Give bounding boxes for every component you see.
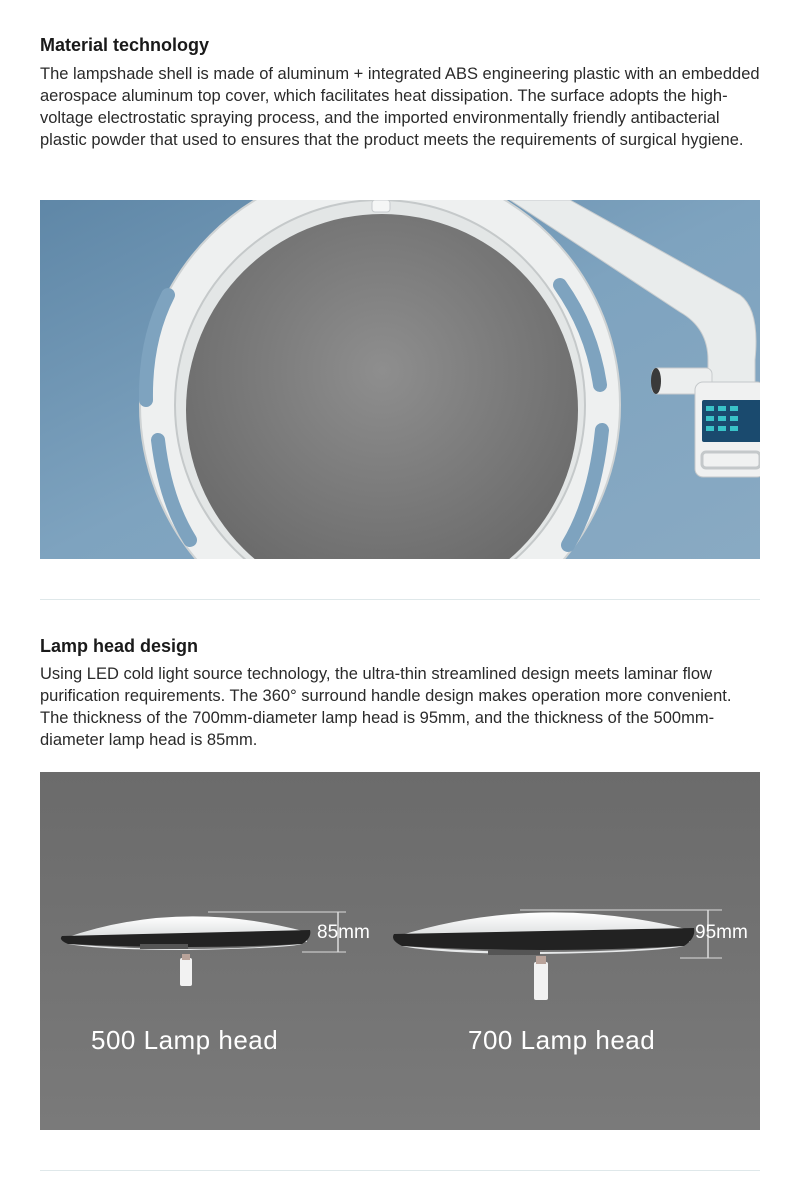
lamp-head-title: Lamp head design [40,636,199,656]
small-lamp-dimension: 85mm [317,922,370,943]
lamp-shell-photo [40,200,760,559]
material-title: Material technology [40,35,210,55]
material-description: The lampshade shell is made of aluminum + integrated ABS engineering plastic with an embedded aerospace aluminum top cover, which facilitates heat dissipation. The surface adopts the high-voltage electrostatic spraying process, and the imported environmentally friendly antibacterial plastic powder that used to ensures that the product meets the requirements of surgical hygiene. [40,65,760,149]
lamp-head-description: Using LED cold light source technology, the ultra-thin streamlined design meets laminar flow purification requirements. The 360° surround handle design makes operation more convenient. The thickness of the 700mm-diameter lamp head is 95mm, and the thickness of the 500mm-diameter lamp head is 85mm. [40,665,732,749]
small-lamp-label: 500 Lamp head [91,1025,279,1055]
large-lamp-label: 700 Lamp head [468,1025,656,1055]
lamp-head-comparison-photo [40,772,760,1130]
section-divider [40,599,760,600]
lamp-heads-illustration [40,772,760,1130]
large-lamp-dimension: 95mm [695,922,748,943]
section-divider-bottom [40,1170,760,1171]
lamp-shell-illustration [40,200,760,559]
